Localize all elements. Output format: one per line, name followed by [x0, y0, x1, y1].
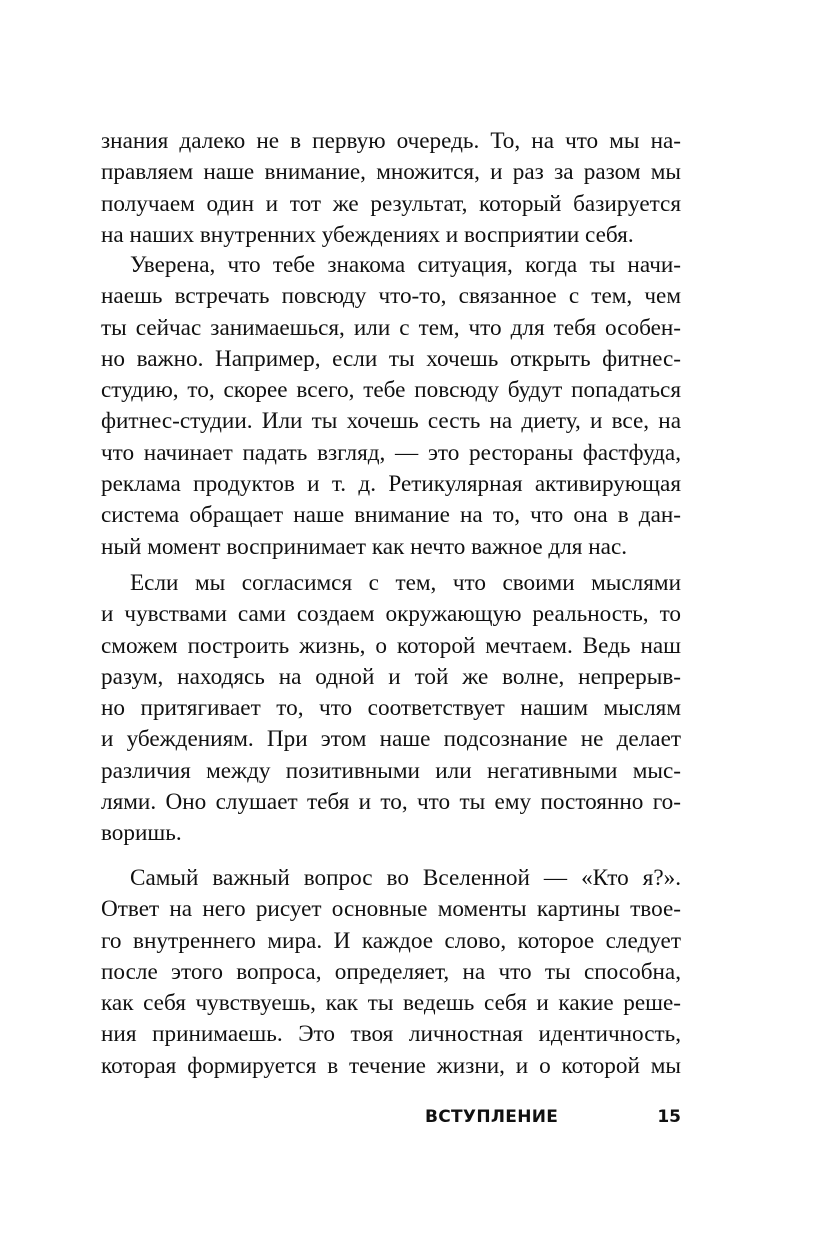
text-line: но притягивает то, что соответствует нашим мыслям	[101, 695, 681, 722]
text-line: но важно. Например, если ты хочешь открыть фитнес-	[101, 345, 681, 372]
text-line: правляем наше внимание, множится, и раз за разом мы	[101, 159, 681, 186]
text-line: разум, находясь на одной и той же волне, непрерыв-	[101, 663, 681, 690]
text-line: знания далеко не в первую очередь. То, на что мы на-	[101, 128, 681, 154]
text-line: что начинает падать взгляд, — это рестораны фастфуда,	[101, 439, 681, 466]
text-line: ты сейчас занимаешься, или с тем, что для тебя особен-	[101, 314, 681, 341]
text-line: Если мы согласимся с тем, что своими мыслями	[130, 570, 681, 596]
text-line: после этого вопроса, определяет, на что ты способна,	[101, 958, 681, 985]
page-footer	[425, 1104, 681, 1130]
text-line: ный момент воспринимает как нечто важное для нас.	[101, 533, 628, 560]
paragraph-1	[101, 126, 681, 251]
text-line: как себя чувствуешь, как ты ведешь себя и какие реше-	[101, 990, 681, 1017]
paragraph-3	[101, 568, 681, 850]
text-line: и чувствами сами создаем окружающую реальность, то	[101, 601, 681, 628]
text-line: которая формируется в течение жизни, и о которой мы	[101, 1052, 681, 1079]
text-line: Ответ на него рисует основные моменты картины твое-	[101, 896, 681, 923]
text-line: получаем один и тот же результат, который базируется	[101, 190, 681, 217]
text-line: Уверена, что тебе знакома ситуация, когда ты начи-	[130, 252, 681, 278]
page-number: 15	[657, 1107, 681, 1127]
text-line: Самый важный вопрос во Вселенной — «Кто я?».	[130, 865, 681, 891]
text-line: ния принимаешь. Это твоя личностная идентичность,	[101, 1021, 681, 1048]
text-line: система обращает наше внимание на то, что она в дан-	[101, 502, 681, 529]
text-line: и убеждениям. При этом наше подсознание не делает	[101, 726, 681, 753]
text-line: реклама продуктов и т. д. Ретикулярная активирующая	[101, 471, 681, 498]
text-line: го внутреннего мира. И каждое слово, которое следует	[101, 927, 681, 954]
text-line: воришь.	[101, 820, 182, 847]
text-line: лями. Оно слушает тебя и то, что ты ему постоянно го-	[101, 789, 681, 816]
running-footer-section: ВСТУПЛЕНИЕ	[425, 1107, 559, 1127]
text-line: наешь встречать повсюду что-то, связанное с тем, чем	[101, 283, 681, 310]
text-line: на наших внутренних убеждениях и восприятии себя.	[101, 221, 634, 248]
paragraph-4	[101, 863, 681, 1082]
text-line: фитнес-студии. Или ты хочешь сесть на диету, и все, на	[101, 408, 681, 435]
text-line: различия между позитивными или негативными мыс-	[101, 757, 681, 784]
text-line: студию, то, скорее всего, тебе повсюду будут попадаться	[101, 377, 681, 404]
paragraph-2	[101, 250, 681, 563]
text-line: сможем построить жизнь, о которой мечтаем. Ведь наш	[101, 632, 681, 659]
